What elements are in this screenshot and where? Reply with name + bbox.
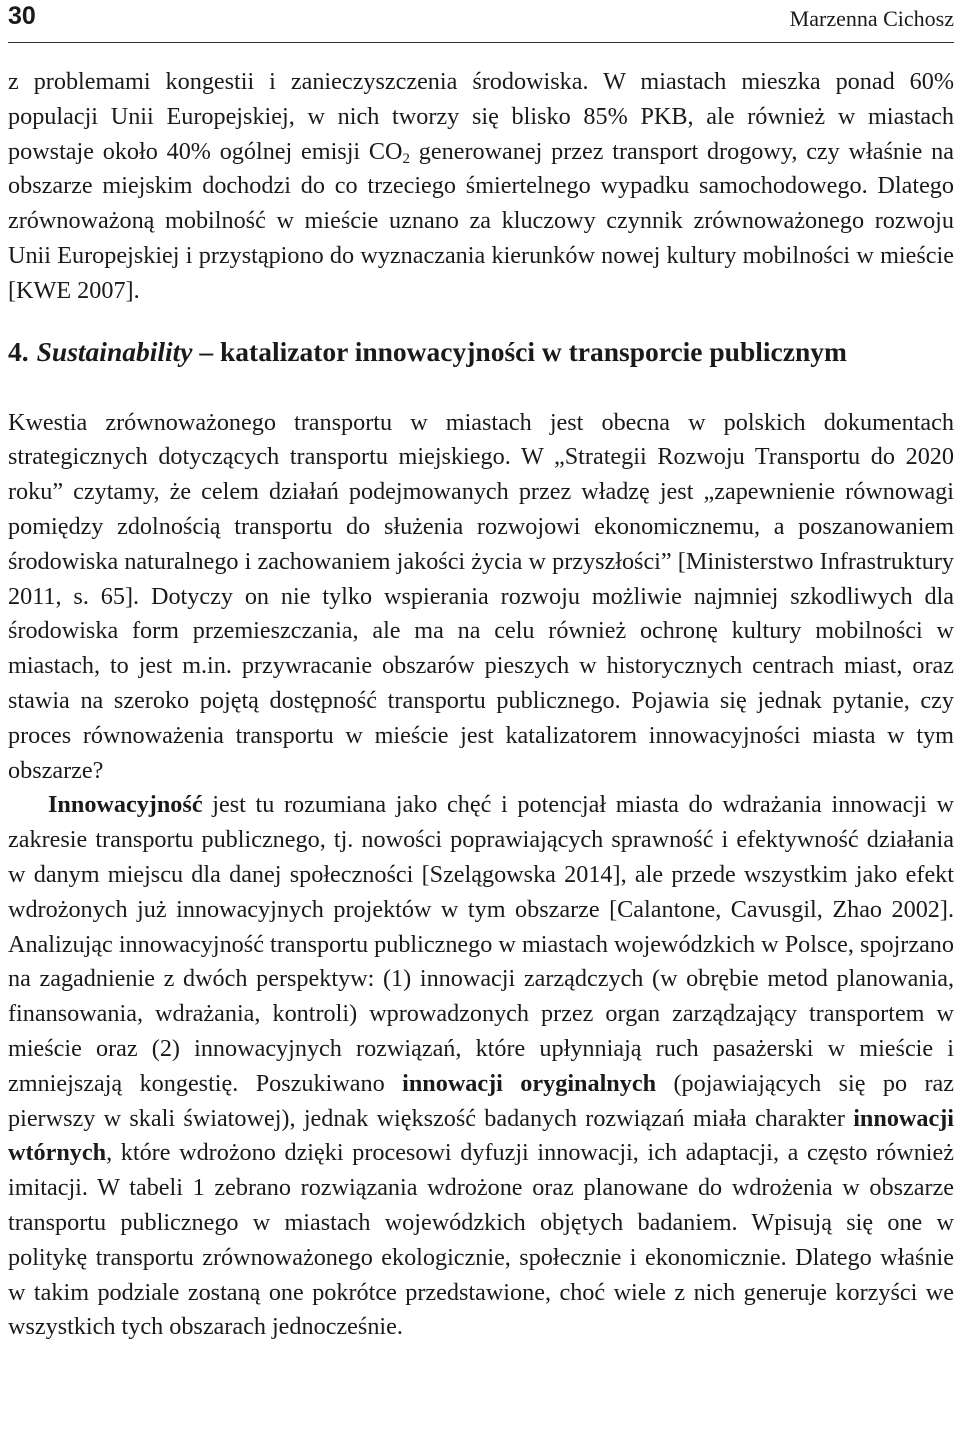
body-text — [8, 65, 954, 1345]
paragraph-2: Kwestia zrównoważonego transportu w miastach jest obecna w polskich dokumentach strategicznych dotyczących transportu miejskiego. W „Strategii Rozwoju Transportu do 2020 roku” czytamy, że celem działań podejmowanych przez władzę jest „zapewnienie równowagi pomiędzy zdolnością transportu do służenia rozwojowi ekonomicznemu, a poszanowaniem środowiska naturalnego i zachowaniem jakości życia w przyszłości” [Ministerstwo Infrastruktury 2011, s. 65]. Dotyczy on nie tylko wspierania rozwoju możliwie najmniej szkodliwych dla środowiska form przemieszczania, ale ma na celu również ochronę kultury mobilności w miastach, to jest m.in. przywracanie obszarów pieszych w historycznych centrach miast, oraz stawia na szeroko pojętą dostępność transportu publicznego. Pojawia się jednak pytanie, czy proces równoważenia transportu w mieście jest katalizatorem innowacyjności miasta w tym obszarze? — [8, 408, 954, 784]
page-number: 30 — [8, 2, 36, 30]
term-innowacje-wtorne: innowacji wtórnych — [8, 1104, 954, 1167]
paragraph-3 — [8, 788, 954, 1345]
section-title-rest: – katalizator innowacyjności w transporcie publicznym — [192, 335, 847, 367]
running-head-author: Marzenna Cichosz — [789, 6, 954, 31]
section-number: 4. — [8, 335, 29, 367]
running-header — [8, 0, 954, 43]
paragraph-1 — [8, 65, 954, 309]
paragraph-1-text-a: z problemami kongestii i zanieczyszczenia środowiska. W miastach mieszka ponad 60% populacji Unii Europejskiej, w nich tworzy się blisko 85% PKB, ale również w miastach powstaje około 40% ogólnej emisji CO — [8, 68, 954, 165]
document-page — [8, 0, 954, 1345]
term-innowacje-oryginalne: innowacji oryginalnych — [402, 1069, 657, 1097]
paragraph-3-text-2: (pojawiających się po raz pierwszy w skali światowej), jednak większość badanych rozwiązań miała charakter — [8, 1069, 954, 1132]
paragraph-3-text-1: jest tu rozumiana jako chęć i potencjał miasta do wdrażania innowacji w zakresie transportu publicznego, tj. nowości poprawiających sprawność i efektywność działania w danym miejscu dla danej społeczności [Szelągowska 2014], ale przede wszystkim jako efekt wdrożonych już innowacyjnych projektów w tym obszarze [Calantone, Cavusgil, Zhao 2002]. Analizując innowacyjność transportu publicznego w miastach wojewódzkich w Polsce, spojrzano na zagadnienie z dwóch perspektyw: (1) innowacji zarządczych (w obrębie metod planowania, finansowania, wdrażania, kontroli) wprowadzonych przez organ zarządzający transportem w mieście oraz (2) innowacyjnych rozwiązań, które upłynniają ruch pasażerski w mieście i zmniejszają kongestię. Poszukiwano — [8, 791, 954, 1097]
term-innowacyjnosc: Innowacyjność — [48, 791, 203, 819]
section-title-italic: Sustainability — [36, 335, 193, 367]
paragraph-1-text-b: generowanej przez transport drogowy, czy właśnie na obszarze miejskim dochodzi do co trzeciego śmiertelnego wypadku samochodowego. Dlatego zrównoważoną mobilność w mieście uznano za kluczowy czynnik zrównoważonego rozwoju Unii Europejskiej i przystąpiono do wyznaczania kierunków nowej kultury mobilności w mieście [KWE 2007]. — [8, 137, 955, 304]
section-heading — [8, 333, 954, 370]
paragraph-3-text-3: , które wdrożono dzięki procesowi dyfuzji innowacji, ich adaptacji, a często również imitacji. W tabeli 1 zebrano rozwiązania wdrożone oraz planowane do wdrożenia w obszarze transportu publicznego w miastach wojewódzkich objętych badaniem. Wpisują się one w politykę transportu zrównoważonego ekologicznie, społecznie i ekonomicznie. Dlatego właśnie w takim podziale zostaną one pokrótce przedstawione, choć wiele z nich generuje korzyści we wszystkich tych obszarach jednocześnie. — [8, 1139, 954, 1341]
co2-subscript: 2 — [402, 150, 411, 167]
